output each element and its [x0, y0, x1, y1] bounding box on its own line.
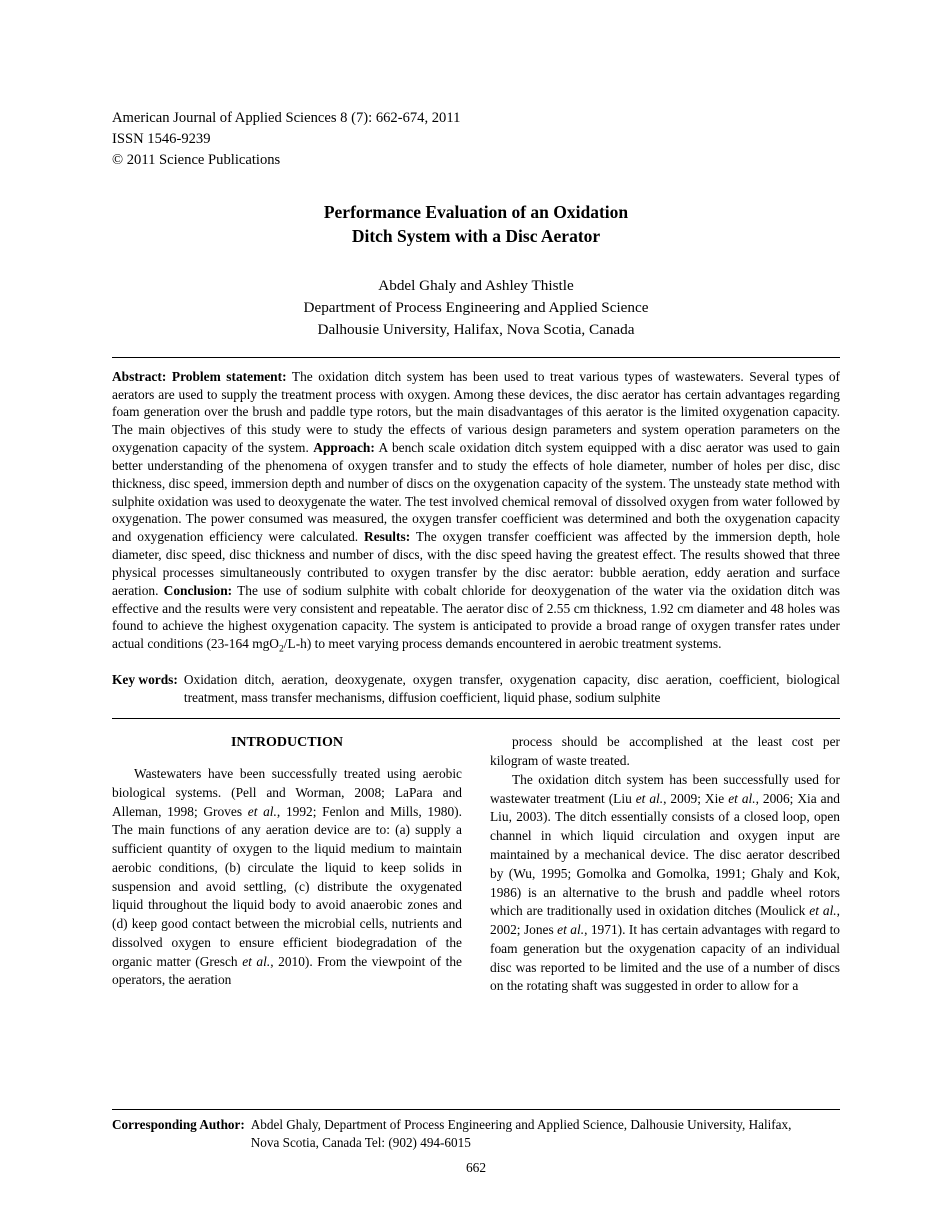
journal-header	[112, 108, 840, 171]
corresponding-author-label: Corresponding Author:	[112, 1117, 245, 1133]
para-right-2-italic-1: et al.	[635, 790, 664, 806]
paragraph-right-2	[490, 771, 840, 996]
author-affiliation: Dalhousie University, Halifax, Nova Scotia, Canada	[317, 320, 635, 338]
journal-citation: American Journal of Applied Sciences 8 (7): 662-674, 2011	[112, 110, 461, 126]
abstract-problem-label: Problem statement:	[171, 368, 287, 384]
journal-copyright: © 2011 Science Publications	[112, 152, 281, 169]
divider-top	[112, 357, 840, 358]
page-footer	[112, 1109, 840, 1176]
title-line-2: Ditch System with a Disc Aerator	[351, 226, 601, 247]
paragraph-left-1	[112, 765, 462, 990]
para-right-2-italic-2: et al.	[728, 790, 756, 806]
page-number: 662	[465, 1160, 487, 1175]
para-right-2-d: , 2002; Jones	[490, 903, 840, 938]
para-left-1-italic-2: et al.	[242, 953, 271, 969]
abstract-subscript: 2	[278, 643, 284, 655]
section-heading-introduction: INTRODUCTION	[230, 735, 343, 751]
abstract-results-label: Results:	[364, 529, 411, 545]
abstract-problem-text: The oxidation ditch system has been used to treat various types of wastewaters. Several types of aerators are used to supply the treatment process with oxygen. Among these devices, the disc aerator has certain advantages regarding foam generation over the brush and paddle type rotors, but the main disadvantages of this aerator is the limited oxygenation capacity. The main objectives of this study were to study the effects of various design parameters and system operation parameters on the oxygenation capacity of the system.	[112, 368, 841, 456]
para-right-2-a: The oxidation ditch system has been successfully used for wastewater treatment (Liu	[490, 771, 840, 806]
para-right-2-e: , 1971). It has certain advantages with regard to foam generation but the oxygenation capacity of an individual disc was reported to be limited and the use of a number of discs on the rotating shaft was suggested in order to allow for a	[490, 922, 840, 994]
abstract-approach-text: A bench scale oxidation ditch system equipped with a disc aerator was used to gain better understanding of the phenomena of oxygen transfer and to study the effects of hole diameter, number of holes per disc, disc thickness, disc speed, immersion depth and number of discs on the oxygenation capacity of the system. The unsteady state method with sulphite oxidation was used to deoxygenate the water. The test involved chemical removal of dissolved oxygen from water followed by oxygenation. The power consumed was measured, the oxygen transfer coefficient was determined and both the oxygenation capacity and oxygenation efficiency were calculated.	[112, 440, 840, 545]
abstract-section	[112, 368, 840, 657]
para-right-2-b: , 2009; Xie	[663, 790, 729, 806]
para-left-1-c: , 2010). From the viewpoint of the operators, the aeration	[112, 953, 462, 988]
abstract-label: Abstract:	[112, 368, 167, 384]
author-department: Department of Process Engineering and Applied Science	[303, 298, 649, 316]
keywords-section	[112, 671, 840, 707]
author-names: Abdel Ghaly and Ashley Thistle	[378, 276, 574, 294]
paragraph-right-1: process should be accomplished at the least cost per kilogram of waste treated.	[490, 734, 840, 769]
title-block	[112, 201, 840, 248]
keywords-text: Oxidation ditch, aeration, deoxygenate, oxygen transfer, oxygenation capacity, disc aeration, coefficient, biological treatment, mass transfer mechanisms, diffusion coefficient, liquid phase, sodium sulphite	[183, 671, 840, 705]
divider-footer	[112, 1109, 840, 1110]
corresponding-author-line-2: Nova Scotia, Canada Tel: (902) 494-6015	[250, 1135, 471, 1151]
keywords-label: Key words:	[112, 671, 178, 687]
column-left	[112, 733, 462, 996]
corresponding-author-line-1: Abdel Ghaly, Department of Process Engineering and Applied Science, Dalhousie University, Halifax,	[250, 1117, 792, 1133]
journal-issn: ISSN 1546-9239	[112, 131, 211, 148]
para-right-2-c: , 2006; Xia and Liu, 2003). The ditch essentially consists of a closed loop, open channel in which liquid circulation and oxygen input are maintained by a mechanical device. The disc aerator described by (Wu, 1995; Gomolka and Gomolka, 1991; Ghaly and Kok, 1986) is an alternative to the brush and paddle wheel rotors which are traditionally used in oxidation ditches (Moulick	[490, 790, 840, 919]
para-right-2-italic-4: et al.	[557, 922, 585, 938]
para-right-2-italic-3: et al.	[809, 903, 837, 919]
abstract-conclusion-text: The use of sodium sulphite with cobalt chloride for deoxygenation of the water via the oxidation ditch was effective and the results were very consistent and repeatable. The aerator disc of 2.55 cm thickness, 1.92 cm diameter and 48 holes was found to achieve the highest oxygenation capacity. The system is anticipated to provide a broad range of oxygen transfer rates under actual conditions (23-164 mgO	[112, 582, 840, 652]
abstract-conclusion-label: Conclusion:	[163, 582, 233, 598]
author-block	[112, 275, 840, 341]
para-left-1-a: Wastewaters have been successfully treated using aerobic biological systems. (Pell and Worman, 2008; LaPara and Alleman, 1998; Groves	[112, 765, 462, 819]
abstract-approach-label: Approach:	[313, 440, 375, 456]
para-left-1-b: , 1992; Fenlon and Mills, 1980). The main functions of any aeration device are to: (a) supply a sufficient quantity of oxygen to the liquid medium to maintain aerobic conditions, (b) circulate the liquid to keep solids in suspension and avoid settling, (c) distribute the oxygenated liquid throughout the liquid body to avoid anaerobic zones and (d) keep good contact between the microbial cells, nutrients and dissolved oxygen to ensure efficient biodegradation of the organic matter (Gresch	[112, 803, 462, 969]
abstract-conclusion-tail: /L-h) to meet varying process demands encountered in aerobic treatment systems.	[283, 636, 722, 652]
column-right	[490, 733, 840, 996]
body-columns	[112, 733, 840, 996]
corresponding-author	[112, 1116, 840, 1152]
corresponding-author-text	[251, 1116, 840, 1152]
title-line-1: Performance Evaluation of an Oxidation	[323, 202, 629, 223]
abstract-results-text: The oxygen transfer coefficient was affected by the immersion depth, hole diameter, disc speed, disc thickness and number of discs, with the disc speed having the greatest effect. The results showed that three physical processes simultaneously contributed to oxygen transfer by the disc aerator: bubble aeration, eddy aeration and surface aeration.	[112, 529, 840, 598]
para-left-1-italic-1: et al.	[247, 803, 277, 819]
divider-body	[112, 718, 840, 719]
page-title	[112, 201, 840, 248]
